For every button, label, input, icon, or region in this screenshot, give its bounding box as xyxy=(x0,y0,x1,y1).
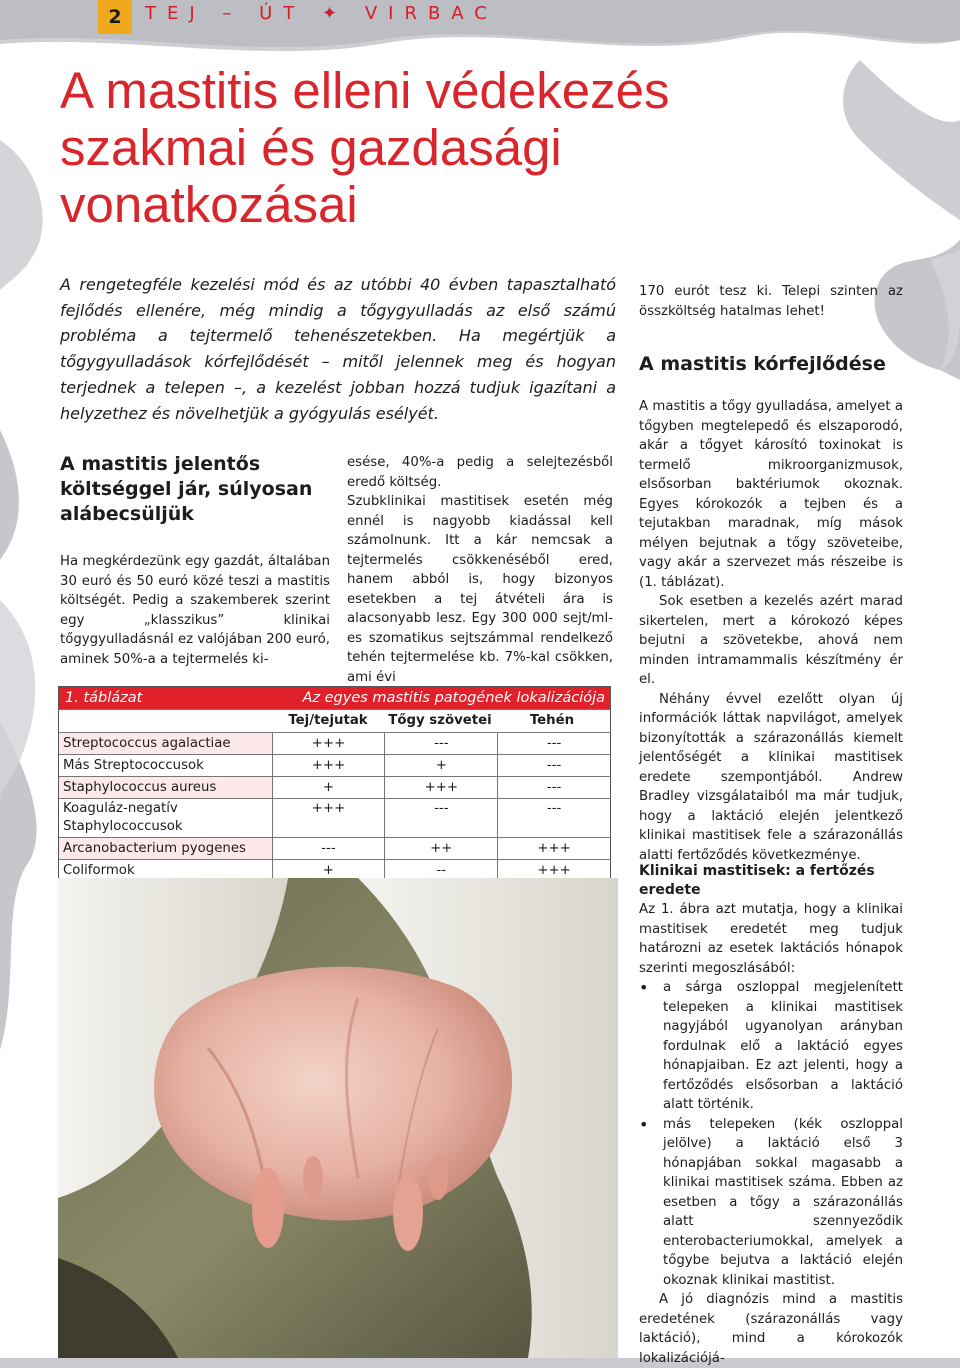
table-row xyxy=(59,732,610,754)
table-title-bar xyxy=(59,687,610,709)
paragraph: Sok esetben a kezelés azért marad sikertelen, mert a kórokozó képes bejutni a szövetekbe, ahová nem minden intramammalis készítmény ér el. xyxy=(639,594,903,687)
table-cell: --- xyxy=(385,799,498,837)
section2-heading: A mastitis kórfejlődése xyxy=(639,353,886,375)
table-cell: Más Streptococcusok xyxy=(59,755,273,776)
running-title: TEJ – ÚT ✦ VIRBAC xyxy=(145,3,498,24)
section1-heading: A mastitis jelentős költséggel jár, súlyosan alábecsüljük xyxy=(60,453,313,525)
paragraph: A mastitis a tőgy gyulladása, amelyet a tőgyben megtelepedő és elszaporodó, akár a tőgyet károsító toxinokat is termelő mikroorganizmusok, elsősorban baktériumok okoznak. Egyes kórokozók a tejben és a tejutakban maradnak, míg mások mélyen bejutnak a tőgy szöveteibe, vagy akár a szervezet más részeibe is (1. táblázat). xyxy=(639,399,903,590)
table-cell: +++ xyxy=(537,863,571,878)
table-cell: Streptococcus agalactiae xyxy=(59,733,273,754)
lead-paragraph: A rengetegféle kezelési mód és az utóbbi 40 évben tapasztalható fejlődés ellenére, még mindig a tőgygyulladás az első számú probléma a tejtermelő tehenészetekben. Ha megértjük a tőgygyulladások kórfejlődését – mitől jelennek meg és hogyan terjednek a telepen –, a kezelést jobban hozzá tudjuk igazítani a helyzethez és növelhetjük a gyógyulás esélyét. xyxy=(60,275,616,423)
paragraph: Szubklinikai mastitisek esetén még ennél is nagyobb kiadással kell számolnunk. Itt a kár nemcsak a tejtermelés csökkenéséből ered, hanem abból is, hogy bizonyos esetekben a tej átvételi ára is alacsonyabb lesz. Egy 300 000 sejt/ml-es szomatikus sejtszámmal rendelkező tehén tejtermelése kb. 7%-kal csökken, ami évi xyxy=(347,494,613,685)
table-cell: + xyxy=(273,860,386,881)
list-item: • a sárga oszloppal megjelenített telepeken a klinikai mastitisek nagyjából ugyanolyan arányban fordulnak elő a laktáció egyes hónapjaiban. Ez azt jelenti, hogy a fertőződés elsősorban a laktáció alatt történik. xyxy=(639,978,903,1115)
table-cell: + xyxy=(385,755,498,776)
table-cell: --- xyxy=(546,801,562,816)
section2-text xyxy=(639,397,903,865)
table-header-cell xyxy=(59,710,272,732)
table-cell: ++ xyxy=(385,838,498,859)
table-cell: Staphylococcus aureus xyxy=(59,777,273,798)
paragraph: Néhány évvel ezelőtt olyan új információk láttak napvilágot, amelyek bizonyították a szárazonállás kiemelt jelentőségét a klinikai mastitisek eredete szempontjából. Andrew Bradley vizsgálataiból ma már tudjuk, hogy a laktáció elején jelentkező klinikai mastitisek fele a szárazonállás alatti fertőződés következménye. xyxy=(639,691,903,863)
table-cell: --- xyxy=(546,758,562,773)
section3-text xyxy=(639,900,903,1368)
table-label: 1. táblázat xyxy=(65,690,143,706)
table-cell: -- xyxy=(385,860,498,881)
table-cell: +++ xyxy=(273,799,386,837)
page-number: 2 xyxy=(98,0,132,34)
table-cell: --- xyxy=(546,780,562,795)
table-cell: + xyxy=(273,777,386,798)
table-cell: --- xyxy=(546,736,562,751)
table-cell: --- xyxy=(385,733,498,754)
section1-col3-text xyxy=(639,282,903,321)
table-cell: +++ xyxy=(537,841,571,856)
table-row xyxy=(59,776,610,798)
page-header xyxy=(0,0,960,34)
section1-col1-text xyxy=(60,552,330,669)
paragraph: Az 1. ábra azt mutatja, hogy a klinikai mastitisek eredetét meg tudjuk határozni az esetek laktációs hónapok szerinti megoszlásából: xyxy=(639,902,903,976)
paragraph: A jó diagnózis mind a mastitis eredetének (szárazonállás vagy laktáció), mind a kórokozók lokalizációjá- xyxy=(639,1292,903,1366)
table-title: Az egyes mastitis patogének lokalizációja xyxy=(302,690,605,706)
table-header-cell: Tőgy szövetei xyxy=(388,713,492,728)
table-row xyxy=(59,837,610,859)
cow-udder-photo xyxy=(58,878,618,1358)
bullet-list xyxy=(639,978,903,1290)
pathogen-localization-table xyxy=(58,686,611,882)
section1-col2-text xyxy=(347,453,613,687)
table-cell: +++ xyxy=(273,733,386,754)
table-cell: Koaguláz-negatív Staphylococcusok xyxy=(59,799,273,837)
table-row xyxy=(59,754,610,776)
table-cell: Arcanobacterium pyogenes xyxy=(59,838,273,859)
table-cell: +++ xyxy=(273,755,386,776)
table-header-cell: Tej/tejutak xyxy=(288,713,368,728)
paragraph: esése, 40%-a pedig a selejtezésből eredő költség. xyxy=(347,455,613,490)
section3-heading: Klinikai mastitisek: a fertőzés eredete xyxy=(639,863,875,898)
table-cell: +++ xyxy=(385,777,498,798)
paragraph: Ha megkérdezünk egy gazdát, általában 30 euró és 50 euró közé teszi a mastitis költségét. Pedig a szakemberek szerint egy „klasszikus” klinikai tőgygyulladásnál ez valójában 200 euró, aminek 50%-a a tejtermelés ki- xyxy=(60,554,331,667)
article-title: A mastitis elleni védekezés szakmai és gazdasági vonatkozásai xyxy=(60,62,670,233)
list-item: • más telepeken (kék oszloppal jelölve) a laktáció első 3 hónapjában sokkal magasabb a klinikai mastitisek száma. Ebben az esetben a tőgy a szárazonállás alatt szennyeződik enterobacteriumokkal, amelyek a tőgybe bejutva a laktáció elején okoznak klinikai mastitist. xyxy=(639,1115,903,1291)
table-header-cell: Tehén xyxy=(529,713,575,728)
paragraph: 170 eurót tesz ki. Telepi szinten az összköltség hatalmas lehet! xyxy=(639,284,903,319)
table-header-row xyxy=(59,709,610,732)
table-cell: --- xyxy=(273,838,386,859)
table-row xyxy=(59,798,610,837)
table-cell: Coliformok xyxy=(59,860,273,881)
